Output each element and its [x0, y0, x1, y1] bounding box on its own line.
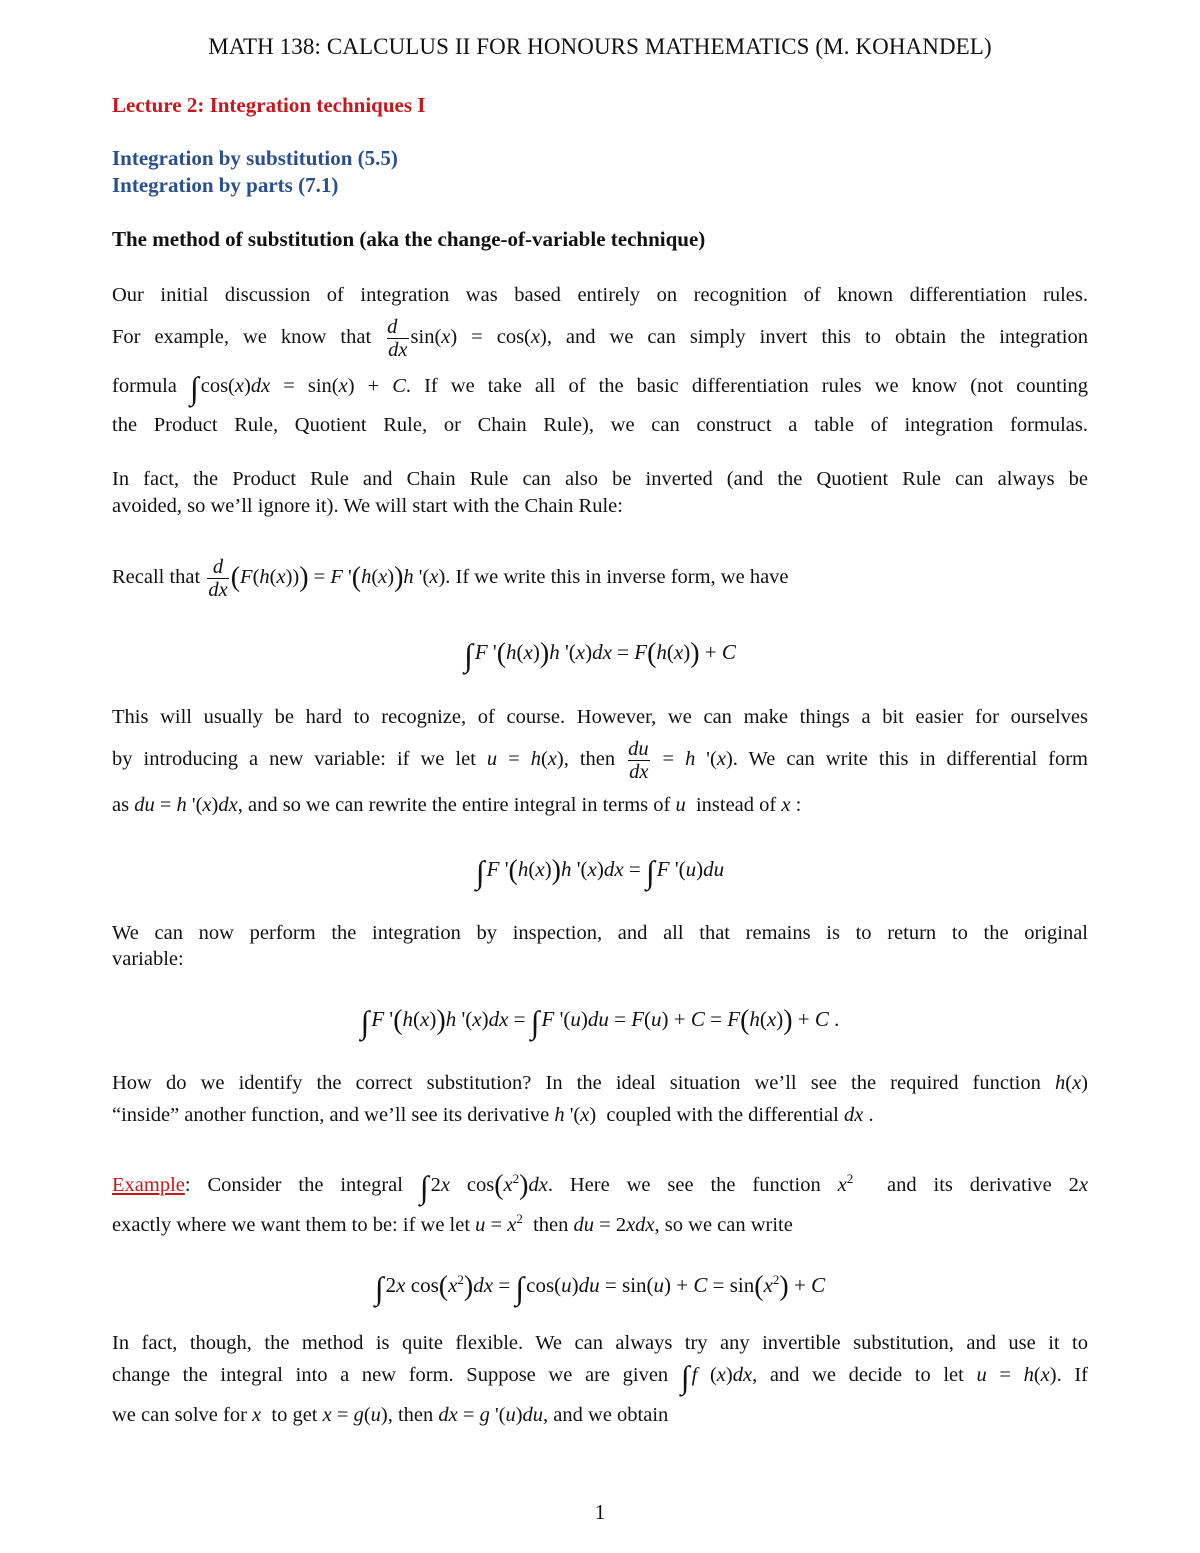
- p8-line2: change the integral into a new form. Suppose we are given ∫f (x)dx, and we decide to let u = h(x). If: [112, 1359, 1088, 1395]
- p3-line: Recall that $\frac{d}{dx}$ (F(h(x))) = F '(h(x))h '(x). If we write this in inverse form, we have: [112, 556, 789, 601]
- page-number: 1: [594, 1500, 606, 1524]
- p1-line4: the Product Rule, Quotient Rule, or Chain Rule), we can construct a table of integration formulas.: [112, 414, 1088, 436]
- equation-full-substitution: ∫F '(h(x))h '(x)dx = ∫F '(u)du = F(u) + C = F(h(x)) + C .: [360, 1004, 840, 1040]
- example-label: Example: [112, 1173, 185, 1196]
- p6-line2: “inside” another function, and we’ll see its derivative h '(x) coupled with the differential dx .: [112, 1104, 874, 1126]
- topic-substitution: Integration by substitution (5.5): [112, 146, 398, 170]
- topic-parts: Integration by parts (7.1): [112, 173, 339, 197]
- p1-line3: formula ∫cos(x)dx = sin(x) + C. If we take all of the basic differentiation rules we know (not counting: [112, 370, 1089, 406]
- p8-line1: In fact, though, the method is quite flexible. We can always try any invertible substitution, and use it to: [112, 1332, 1088, 1354]
- p4-line1: This will usually be hard to recognize, of course. However, we can make things a bit easier for ourselves: [112, 706, 1088, 728]
- p4-line2: by introducing a new variable: if we let u = h(x), then $\frac{du}{dx}$ = h '(x). We can write this in differential form: [112, 738, 1089, 783]
- equation-chain-rule-inverse: ∫F '(h(x))h '(x)dx = F(h(x)) + C: [464, 637, 736, 673]
- p4-line3: as du = h '(x)dx, and so we can rewrite the entire integral in terms of u instead of x :: [112, 794, 802, 816]
- p8-line3: we can solve for x to get x = g(u), then dx = g '(u)du, and we obtain: [112, 1404, 669, 1426]
- p1-line2: For example, we know that $\frac{d}{dx}$ sin(x) = cos(x), and we can simply invert this to obtain the integration: [112, 316, 1088, 361]
- lecture-title: Lecture 2: Integration techniques I: [112, 93, 426, 117]
- p7-line1: Example: Consider the integral ∫2x $\cos(x^2)dx$. Here we see the function $x^2$ and its derivative 2x: [112, 1168, 1089, 1205]
- equation-substituted: ∫F '(h(x))h '(x)dx = ∫F '(u)du: [475, 854, 725, 890]
- p1-line1: Our initial discussion of integration was based entirely on recognition of known differentiation rules.: [112, 284, 1088, 306]
- frac-d-dx: $\frac{d}{dx}$: [387, 316, 408, 361]
- p6-line1: How do we identify the correct substitution? In the ideal situation we’ll see the required function h(x): [112, 1072, 1088, 1094]
- p5-line1: We can now perform the integration by inspection, and all that remains is to return to the original: [112, 922, 1088, 944]
- p2-line2: avoided, so we’ll ignore it). We will start with the Chain Rule:: [112, 495, 623, 517]
- p2-line1: In fact, the Product Rule and Chain Rule can also be inverted (and the Quotient Rule can always be: [112, 468, 1088, 490]
- p5-line2: variable:: [112, 948, 184, 970]
- section-title: The method of substitution (aka the change-of-variable technique): [112, 227, 706, 251]
- course-header: MATH 138: CALCULUS II FOR HONOURS MATHEMATICS (M. KOHANDEL): [208, 34, 992, 59]
- p7-line2: exactly where we want them to be: if we let $u = x^2$ then du = 2xdx, so we can write: [112, 1211, 793, 1236]
- equation-example: ∫2x $\cos(x^2)dx = \int\cos(u)du = \sin(u) + C = \sin(x^2) + C$: [374, 1270, 826, 1306]
